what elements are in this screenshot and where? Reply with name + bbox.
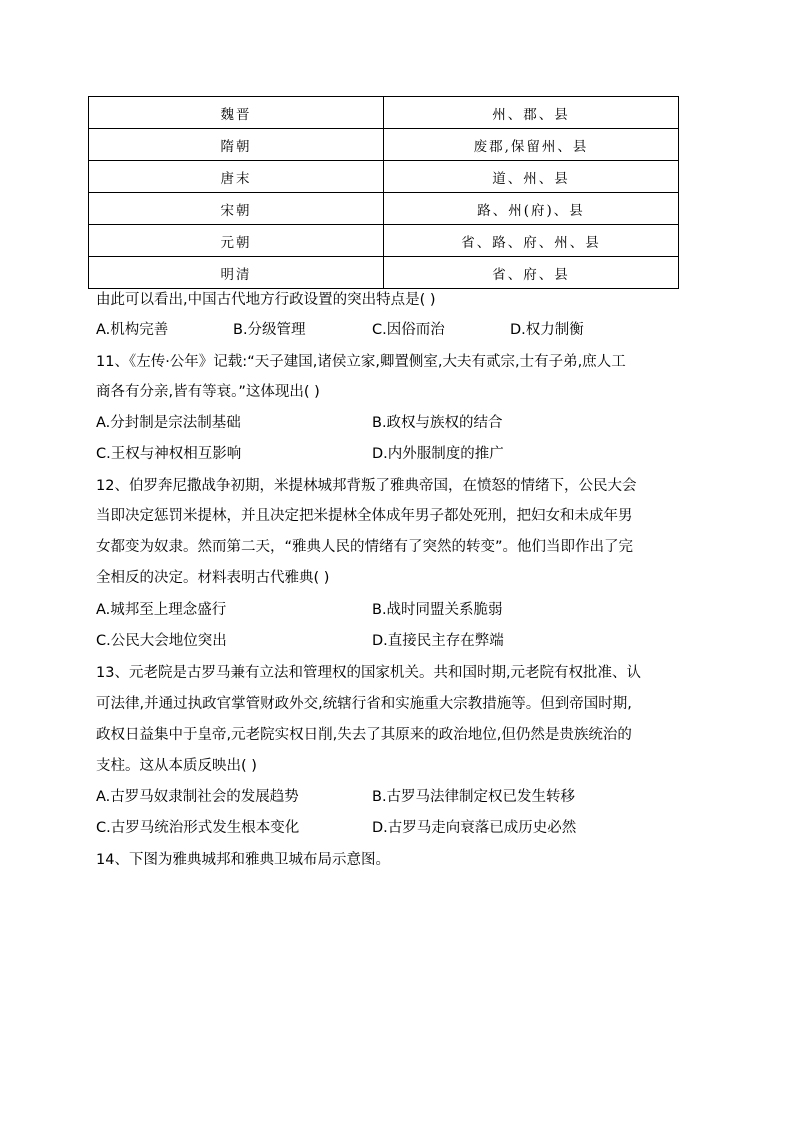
- q12-stem-line: 女都变为奴隶。然而第二天，“雅典人民的情绪有了突然的转变”。他们当即作出了完: [96, 539, 634, 555]
- q12-stem-line: 12、伯罗奔尼撒战争初期，米提林城邦背叛了雅典帝国，在愤怒的情绪下，公民大会: [96, 478, 637, 494]
- q12-option-c: C.公民大会地位突出: [96, 633, 227, 649]
- table-row: [89, 257, 679, 289]
- table-row: [89, 225, 679, 257]
- q13-stem-line: 13、元老院是古罗马兼有立法和管理权的国家机关。共和国时期,元老院有权批准、认: [96, 665, 642, 681]
- q12-stem-line: 全相反的决定。材料表明古代雅典( ): [96, 570, 330, 586]
- q11-option-d: D.内外服制度的推广: [372, 446, 504, 462]
- q13-option-b: B.古罗马法律制定权已发生转移: [372, 789, 576, 805]
- q13-option-a: A.古罗马奴隶制社会的发展趋势: [96, 789, 299, 805]
- era-cell: 宋朝: [89, 193, 384, 225]
- q11-option-a: A.分封制是宗法制基础: [96, 415, 241, 431]
- table-row: [89, 193, 679, 225]
- system-cell: 路、州(府)、县: [384, 193, 679, 225]
- system-cell: 州、郡、县: [384, 97, 679, 129]
- era-cell: 魏晋: [89, 97, 384, 129]
- system-cell: 省、路、府、州、县: [384, 225, 679, 257]
- q12-option-d: D.直接民主存在弊端: [372, 633, 504, 649]
- q11-stem-line: 11、《左传·公年》记载:“天子建国,诸侯立家,卿置侧室,大夫有贰宗,士有子弟,庶人工: [96, 354, 626, 370]
- q12-stem-line: 当即决定惩罚米提林，并且决定把米提林全体成年男子都处死刑，把妇女和未成年男: [96, 508, 633, 524]
- q11-stem-line: 商各有分亲,皆有等衰。”这体现出( ): [96, 384, 320, 400]
- q14-stem: 14、下图为雅典城邦和雅典卫城布局示意图。: [96, 852, 390, 868]
- q11-option-c: C.王权与神权相互影响: [96, 446, 242, 462]
- q10-option-a: A.机构完善: [96, 322, 169, 338]
- q12-option-a: A.城邦至上理念盛行: [96, 602, 227, 618]
- era-cell: 唐末: [89, 161, 384, 193]
- table-row: [89, 97, 679, 129]
- system-cell: 省、府、县: [384, 257, 679, 289]
- q10-option-c: C.因俗而治: [372, 322, 445, 338]
- table-row: [89, 129, 679, 161]
- q13-stem-line: 政权日益集中于皇帝,元老院实权日削,失去了其原来的政治地位,但仍然是贵族统治的: [96, 727, 632, 743]
- system-cell: 废郡,保留州、县: [384, 129, 679, 161]
- admin-divisions-table: [88, 96, 679, 289]
- q13-option-d: D.古罗马走向衰落已成历史必然: [372, 820, 577, 836]
- q10-option-b: B.分级管理: [233, 322, 306, 338]
- q10-option-d: D.权力制衡: [510, 322, 584, 338]
- q13-stem-line: 可法律,并通过执政官掌管财政外交,统辖行省和实施重大宗教措施等。但到帝国时期,: [96, 696, 632, 712]
- q10-stem: 由此可以看出,中国古代地方行政设置的突出特点是( ): [96, 292, 436, 308]
- q13-stem-line: 支柱。这从本质反映出( ): [96, 758, 257, 774]
- era-cell: 元朝: [89, 225, 384, 257]
- q11-option-b: B.政权与族权的结合: [372, 415, 503, 431]
- era-cell: 明清: [89, 257, 384, 289]
- q12-option-b: B.战时同盟关系脆弱: [372, 602, 503, 618]
- table-row: [89, 161, 679, 193]
- system-cell: 道、州、县: [384, 161, 679, 193]
- q13-option-c: C.古罗马统治形式发生根本变化: [96, 820, 300, 836]
- era-cell: 隋朝: [89, 129, 384, 161]
